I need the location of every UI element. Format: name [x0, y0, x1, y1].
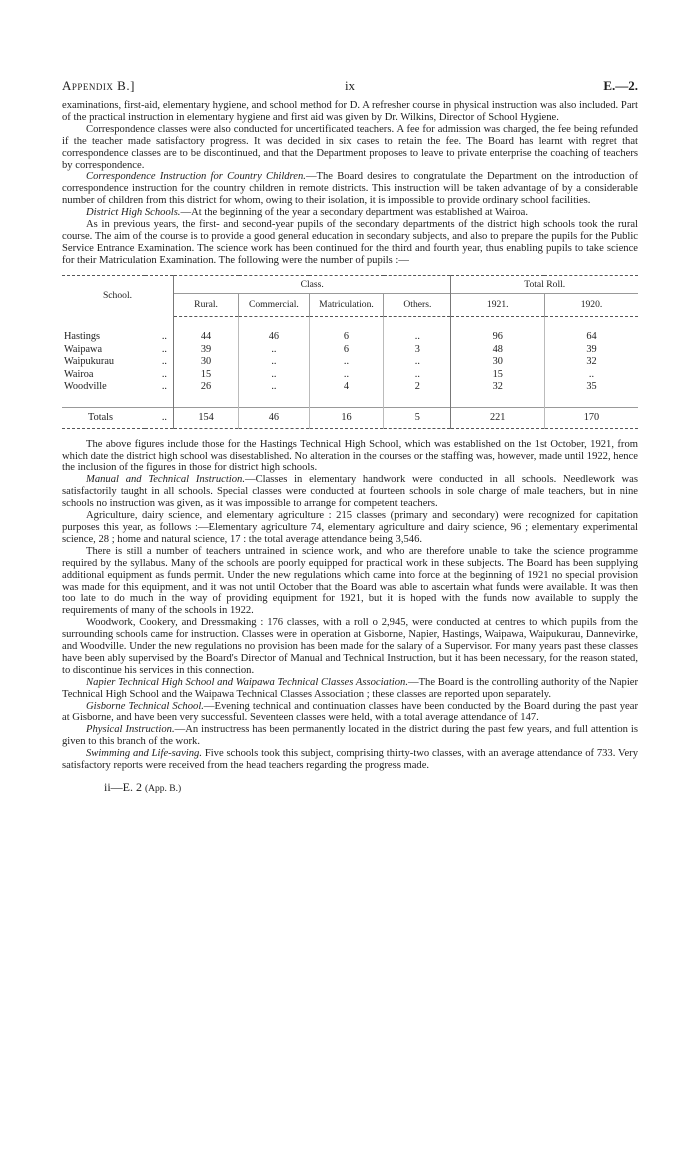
rural-column-header: Rural. [173, 293, 238, 316]
section-heading: Gisborne Technical School. [86, 700, 204, 712]
rural-count: 44 [173, 331, 238, 343]
others-count: .. [384, 355, 451, 367]
others-count: 2 [384, 380, 451, 392]
totals-roll-1920: 170 [544, 407, 638, 428]
table-row [62, 355, 638, 367]
paragraph-manual-technical [62, 474, 638, 510]
paragraph-hastings-technical: The above figures include those for the Hastings Technical High School, which was established on the 1st October, 1921, from which date the district high school was disestablished. No alteration in the courses or the staffing was, however, made until 1922, hence the inclusion of the figures in those for district high schools. [62, 438, 638, 474]
paragraph-agriculture: Agriculture, dairy science, and elementary agriculture : 215 classes (primary and secondary) were recognized for capitation purposes this year, as follows :—Elementary agriculture 74, elementary agriculture and dairy science, 96 ; elementary experimental science, 28 ; home and natural science, 17 : the total average attendance being 3,546. [62, 510, 638, 545]
totals-roll-1921: 221 [451, 407, 545, 428]
section-heading: Physical Instruction. [86, 724, 175, 736]
totals-row [62, 407, 638, 428]
school-column-header: School. [62, 275, 173, 316]
table-row [62, 368, 638, 380]
rural-count: 39 [173, 343, 238, 355]
paragraph-text: —The Board desires to congratulate the Department on the introduction of correspondence instruction for the country children in remote districts. This instruction will be taken advantage of by a considerable number of children from this district for whom, owing to their isolation, it is impossible to provide ordinary school facilities. [62, 171, 638, 207]
paragraph-woodwork-cookery: Woodwork, Cookery, and Dressmaking : 176 classes, with a roll o 2,945, were conducted at centres to which pupils from the surrounding schools came for instruction. Classes were in operation at Gisborne, Napier, Hastings, Waipawa, Waipukurau, Dannevirke, and Woodville. Under the new regulations no provision has been made for the salary of a Supervisor. For many years past these classes have been ably supervised by the Board's Director of Manual and Technical Instruction, but it has been necessary, for the reason stated, to discontinue his services in this connection. [62, 617, 638, 676]
others-count: .. [384, 331, 451, 343]
page-header [62, 78, 638, 100]
paragraph-text: Five schools took this subject, comprising thirty-two classes, with an average attendance of 733. Very satisfactory reports were received from the head teachers regarding the progress made. [62, 748, 639, 772]
signature-mark: ii—E. 2 [104, 780, 142, 795]
school-name: Hastings [64, 331, 101, 343]
paragraph-text: —Classes in elementary handwork were conducted in all schools. Needlework was satisfactorily taught in all schools. Special classes were conducted at fourteen schools in sole charge of male teachers, but in nine schools no instruction was given, as it was impossible to arrange for competent teachers. [62, 474, 639, 510]
paragraph-correspondence-instruction [62, 171, 638, 207]
school-name: Woodville [64, 380, 107, 392]
leader-dots: .. [145, 355, 173, 367]
commercial-count: .. [239, 343, 310, 355]
paragraph-swimming [62, 748, 638, 772]
leader-dots: .. [145, 380, 173, 392]
page-number: ix [344, 78, 356, 93]
section-heading: Swimming and Life-saving. [86, 748, 202, 760]
leader-dots: .. [145, 343, 173, 355]
roll-1921: 96 [451, 331, 545, 343]
commercial-count: .. [239, 355, 310, 367]
totals-label: Totals [62, 407, 145, 428]
totals-rural: 154 [173, 407, 238, 428]
matriculation-count: 6 [309, 343, 384, 355]
totals-others: 5 [384, 407, 451, 428]
paragraph-text: —An instructress has been permanently located in the district during the past few years, and full attention is given to this branch of the work. [62, 724, 638, 748]
class-group-header: Class. [173, 275, 451, 293]
roll-1921: 48 [451, 343, 545, 355]
leader-dots: .. [145, 368, 173, 380]
roll-1921: 30 [451, 355, 545, 367]
matriculation-count: .. [309, 368, 384, 380]
roll-1921: 32 [451, 380, 545, 392]
rural-count: 26 [173, 380, 238, 392]
signature-appendix: (App. B.) [145, 784, 182, 795]
rural-count: 30 [173, 355, 238, 367]
paragraph-napier-technical [62, 677, 638, 701]
roll-1920: 39 [586, 343, 597, 355]
rural-count: 15 [173, 368, 238, 380]
paragraph-examinations: examinations, first-aid, elementary hygiene, and school method for D. A refresher course in physical instruction was also included. Part of the practical instruction in elementary hygiene and first aid was given by Dr. Wilkins, Director of School Hygiene. [62, 100, 638, 123]
leader-dots: .. [145, 331, 173, 343]
roll-1920-column-header: 1920. [544, 293, 638, 316]
commercial-column-header: Commercial. [239, 293, 310, 316]
paragraph-text: —The Board is the controlling authority of the Napier Technical High School and the Waipawa Technical Classes Association ; these classes are reported upon separately. [62, 676, 638, 700]
document-page [62, 78, 638, 795]
roll-1921-column-header: 1921. [451, 293, 545, 316]
table-row [62, 343, 638, 355]
roll-1920: 64 [586, 331, 597, 343]
paragraph-gisborne-technical [62, 701, 638, 725]
roll-1920: 35 [586, 380, 597, 392]
others-count: 3 [384, 343, 451, 355]
pupils-table-wrapper [62, 275, 638, 429]
total-roll-group-header: Total Roll. [451, 275, 638, 293]
matriculation-column-header: Matriculation. [309, 293, 384, 316]
leader-dots: .. [145, 407, 173, 428]
matriculation-count: 4 [309, 380, 384, 392]
paragraph-text: —Evening technical and continuation classes have been conducted by the Board during the past year at Gisborne, and have been very successful. Seventeen classes were held, with a total average attendance of 147. [62, 700, 638, 724]
paragraph-district-high-schools [62, 207, 638, 219]
school-name: Waipawa [64, 343, 103, 355]
roll-1921: 15 [451, 368, 545, 380]
paragraph-physical-instruction [62, 724, 638, 748]
page-footer [62, 780, 638, 795]
document-code: E.—2. [603, 78, 638, 93]
appendix-label: Appendix B.] [62, 78, 135, 93]
paragraph-text: —At the beginning of the year a secondary department was established at Wairoa. [180, 207, 529, 219]
commercial-count: 46 [239, 331, 310, 343]
table-body [62, 331, 638, 407]
totals-commercial: 46 [239, 407, 310, 428]
matriculation-count: 6 [309, 331, 384, 343]
totals-matriculation: 16 [309, 407, 384, 428]
table-row [62, 331, 638, 343]
roll-1920: .. [588, 368, 595, 380]
others-column-header: Others. [384, 293, 451, 316]
others-count: .. [384, 368, 451, 380]
section-heading: Napier Technical High School and Waipawa Technical Classes Association. [86, 676, 408, 688]
school-name: Wairoa [64, 368, 94, 380]
section-heading: Correspondence Instruction for Country Children. [86, 171, 306, 183]
pupils-table [62, 275, 638, 429]
paragraph-secondary-departments: As in previous years, the first- and second-year pupils of the secondary departments of the district high schools took the rural course. The aim of the course is to provide a good general education in secondary subjects, and also to prepare the pupils for the Public Service Entrance Examination. The science work has been continued for the third and fourth year, thus enabling pupils to take science for their Matriculation Examination. The following were the number of pupils :— [62, 219, 638, 266]
paragraph-correspondence-classes: Correspondence classes were also conducted for uncertificated teachers. A fee for admission was charged, the fee being refunded if the teacher made satisfactory progress. It was decided in six cases to retain the fee. The Board has learnt with regret that correspondence classes are to be discontinued, and that the Department proposes to leave to private enterprise the coaching of teachers by correspondence. [62, 123, 638, 171]
roll-1920: 32 [586, 356, 597, 368]
paragraph-science-equipment: There is still a number of teachers untrained in science work, and who are therefore unable to take the science programme required by the syllabus. Many of the schools are poorly equipped for practical work in these subjects. The Board has been supplying additional equipment as funds permit. Under the new regulations which came into force at the beginning of 1921 no special provision was made for this equipment, and it was not until October that the Board was able to ascertain what funds were available. It was then too late to do much in the way of providing equipment for 1921, but it is hoped with the funds now available to supply the requirements of many of the schools in 1922. [62, 545, 638, 617]
section-heading: District High Schools. [86, 207, 181, 219]
matriculation-count: .. [309, 355, 384, 367]
commercial-count: .. [239, 368, 310, 380]
section-heading: Manual and Technical Instruction. [86, 474, 245, 486]
school-name: Waipukurau [64, 356, 115, 368]
table-row [62, 380, 638, 392]
commercial-count: .. [239, 380, 310, 392]
